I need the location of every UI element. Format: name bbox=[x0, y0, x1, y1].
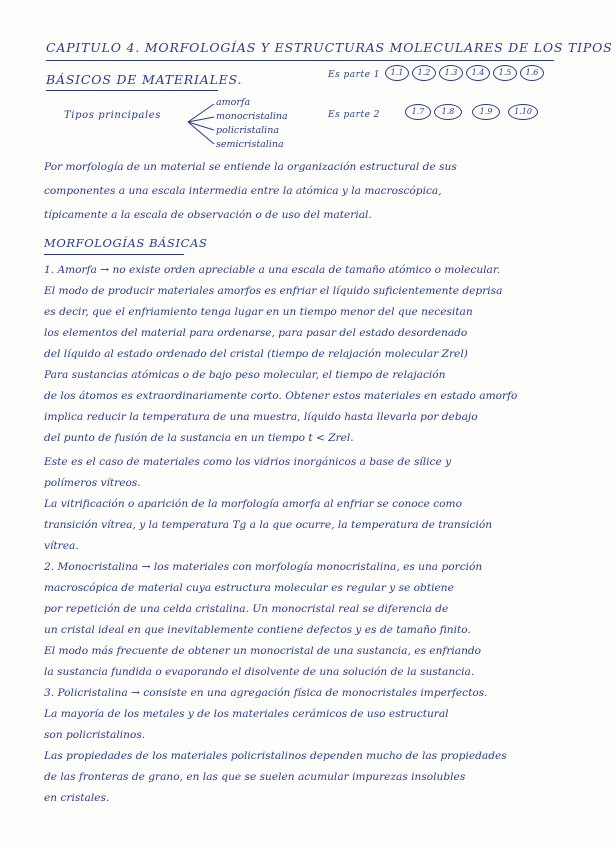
parte1-item: 1.3 bbox=[439, 65, 463, 81]
body-line: 3. Policristalina → consiste en una agregación física de monocristales imperfectos. bbox=[44, 687, 488, 699]
parte2-item: 1.10 bbox=[508, 104, 538, 120]
body-line: en cristales. bbox=[44, 792, 110, 804]
subtype-amorfa: amorfa bbox=[216, 97, 251, 108]
body-line: la sustancia fundida o evaporando el disolvente de una solución de la sustancia. bbox=[44, 666, 475, 678]
parte1-item: 1.4 bbox=[466, 65, 490, 81]
parte1-item: 1.2 bbox=[412, 65, 436, 81]
tipos-principales-label: Tipos principales bbox=[64, 110, 162, 121]
body-line: vítrea. bbox=[44, 540, 79, 552]
body-line: implica reducir la temperatura de una muestra, líquido hasta llevarla por debajo bbox=[44, 411, 478, 423]
parte1-item: 1.1 bbox=[385, 65, 409, 81]
body-line: 2. Monocristalina → los materiales con morfología monocristalina, es una porción bbox=[44, 561, 483, 573]
parte1-item: 1.6 bbox=[520, 65, 544, 81]
body-line: de las fronteras de grano, en las que se suelen acumular impurezas insolubles bbox=[44, 771, 466, 783]
body-line: polímeros vítreos. bbox=[44, 477, 141, 489]
body-line: es decir, que el enfriamiento tenga lugar en un tiempo menor del que necesitan bbox=[44, 306, 473, 318]
subtype-monocristalina: monocristalina bbox=[216, 111, 288, 122]
parte2-item: 1.9 bbox=[472, 104, 500, 120]
body-line: Para sustancias atómicas o de bajo peso molecular, el tiempo de relajación bbox=[44, 369, 446, 381]
intro-line: Por morfología de un material se entiende la organización estructural de sus bbox=[44, 161, 457, 173]
body-line: del líquido al estado ordenado del cristal (tiempo de relajación molecular Zrel) bbox=[44, 348, 468, 360]
parte2-item: 1.7 bbox=[405, 104, 431, 120]
parte2-label: Es parte 2 bbox=[328, 110, 381, 120]
body-line: los elementos del material para ordenarse, para pasar del estado desordenado bbox=[44, 327, 468, 339]
body-line: de los átomos es extraordinariamente corto. Obtener estos materiales en estado amorfo bbox=[44, 390, 518, 402]
body-line: La vitrificación o aparición de la morfología amorfa al enfriar se conoce como bbox=[44, 498, 462, 510]
body-line: un cristal ideal en que inevitablemente contiene defectos y es de tamaño finito. bbox=[44, 624, 471, 636]
title-underline-2 bbox=[46, 90, 218, 91]
body-line: Las propiedades de los materiales policristalinos dependen mucho de las propiedades bbox=[44, 750, 507, 762]
parte1-label: Es parte 1 bbox=[328, 70, 381, 80]
body-line: 1. Amorfa → no existe orden apreciable a una escala de tamaño atómico o molecular. bbox=[44, 264, 501, 276]
body-line: por repetición de una celda cristalina. Un monocristal real se diferencia de bbox=[44, 603, 449, 615]
parte1-item: 1.5 bbox=[493, 65, 517, 81]
section-heading: MORFOLOGÍAS BÁSICAS bbox=[44, 236, 208, 250]
subtype-semicristalina: semicristalina bbox=[216, 139, 284, 150]
body-line: La mayoría de los metales y de los materiales cerámicos de uso estructural bbox=[44, 708, 449, 720]
brace-arrows bbox=[186, 100, 216, 148]
chapter-title-line1: CAPITULO 4. MORFOLOGÍAS Y ESTRUCTURAS MOLECULARES DE LOS TIPOS bbox=[46, 40, 613, 55]
body-line: El modo más frecuente de obtener un monocristal de una sustancia, es enfriando bbox=[44, 645, 482, 657]
parte2-item: 1.8 bbox=[434, 104, 462, 120]
body-line: macroscópica de material cuya estructura molecular es regular y se obtiene bbox=[44, 582, 454, 594]
body-line: son policristalinos. bbox=[44, 729, 146, 741]
body-line: Este es el caso de materiales como los vidrios inorgánicos a base de sílice y bbox=[44, 456, 452, 468]
body-line: transición vítrea, y la temperatura Tg a la que ocurre, la temperatura de transición bbox=[44, 519, 493, 531]
chapter-title-line2: BÁSICOS DE MATERIALES. bbox=[46, 72, 243, 87]
intro-line: típicamente a la escala de observación o de uso del material. bbox=[44, 209, 372, 221]
section-underline bbox=[44, 254, 184, 255]
title-underline-1 bbox=[46, 60, 554, 61]
subtype-policristalina: policristalina bbox=[216, 125, 279, 136]
body-line: El modo de producir materiales amorfos es enfriar el líquido suficientemente deprisa bbox=[44, 285, 503, 297]
body-line: del punto de fusión de la sustancia en un tiempo t < Zrel. bbox=[44, 432, 354, 444]
intro-line: componentes a una escala intermedia entre la atómica y la macroscópica, bbox=[44, 185, 442, 197]
